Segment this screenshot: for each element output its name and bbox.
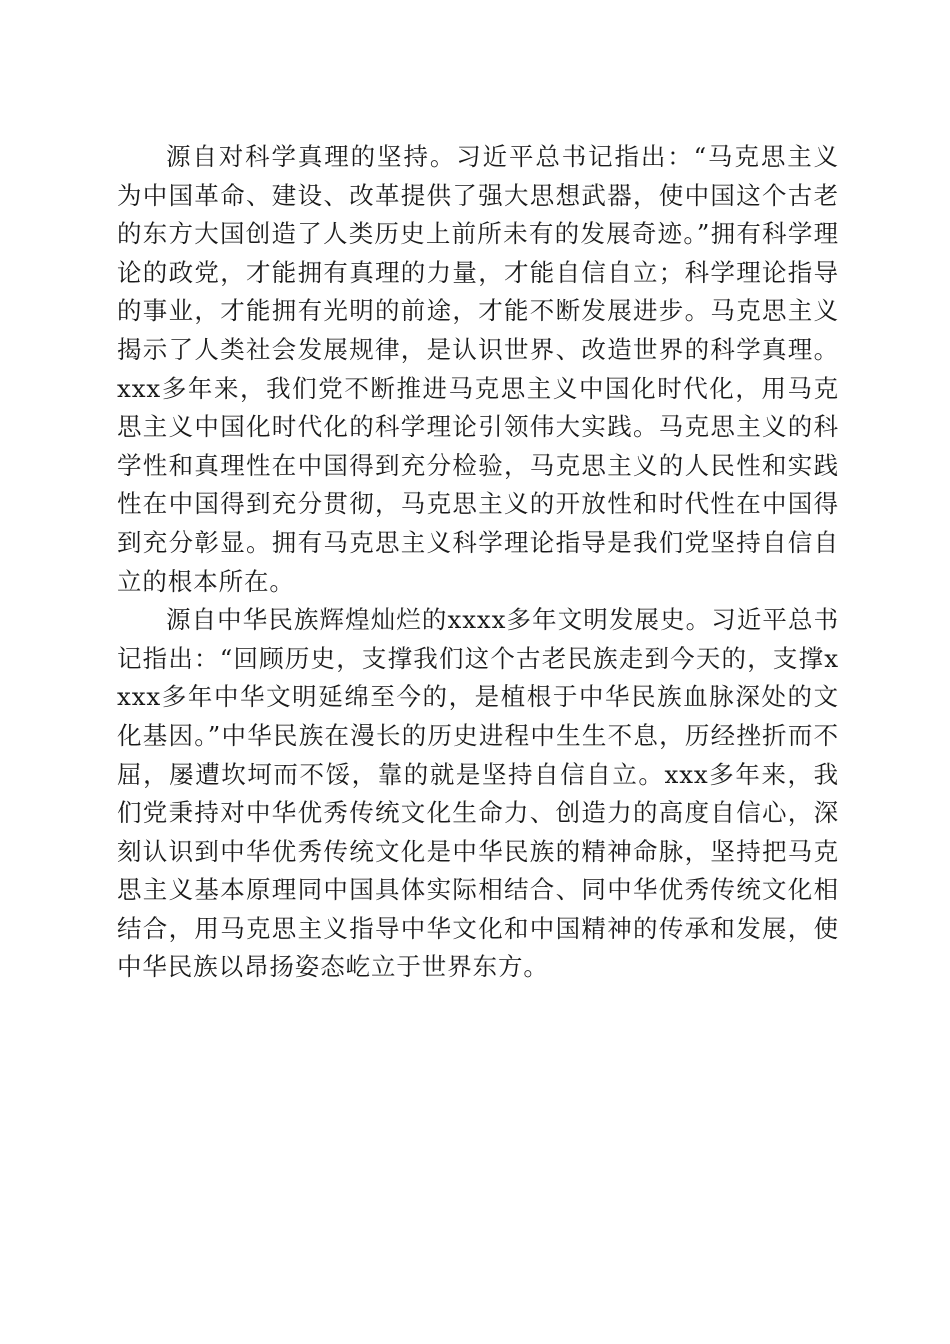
paragraph-civilization-history: 源自中华民族辉煌灿烂的xxxx多年文明发展史。习近平总书记指出：“回顾历史，支撑我们这个古老民族走到今天的，支撑xxxx多年中华文明延绵至今的，是植根于中华民族血脉深处的文化基因。”中华民族在漫长的历史进程中生生不息，历经挫折而不屈，屡遭坎坷而不馁，靠的就是坚持自信自立。xxx多年来，我们党秉持对中华优秀传统文化生命力、创造力的高度自信心，深刻认识到中华优秀传统文化是中华民族的精神命脉，坚持把马克思主义基本原理同中国具体实际相结合、同中华优秀传统文化相结合，用马克思主义指导中华文化和中国精神的传承和发展，使中华民族以昂扬姿态屹立于世界东方。	[117, 605, 839, 982]
paragraph-scientific-truth: 源自对科学真理的坚持。习近平总书记指出：“马克思主义为中国革命、建设、改革提供了强大思想武器，使中国这个古老的东方大国创造了人类历史上前所未有的发展奇迹。”拥有科学理论的政党，才能拥有真理的力量，才能自信自立；科学理论指导的事业，才能拥有光明的前途，才能不断发展进步。马克思主义揭示了人类社会发展规律，是认识世界、改造世界的科学真理。xxx多年来，我们党不断推进马克思主义中国化时代化，用马克思主义中国化时代化的科学理论引领伟大实践。马克思主义的科学性和真理性在中国得到充分检验，马克思主义的人民性和实践性在中国得到充分贯彻，马克思主义的开放性和时代性在中国得到充分彰显。拥有马克思主义科学理论指导是我们党坚持自信自立的根本所在。	[117, 142, 839, 596]
document-body	[117, 138, 839, 987]
